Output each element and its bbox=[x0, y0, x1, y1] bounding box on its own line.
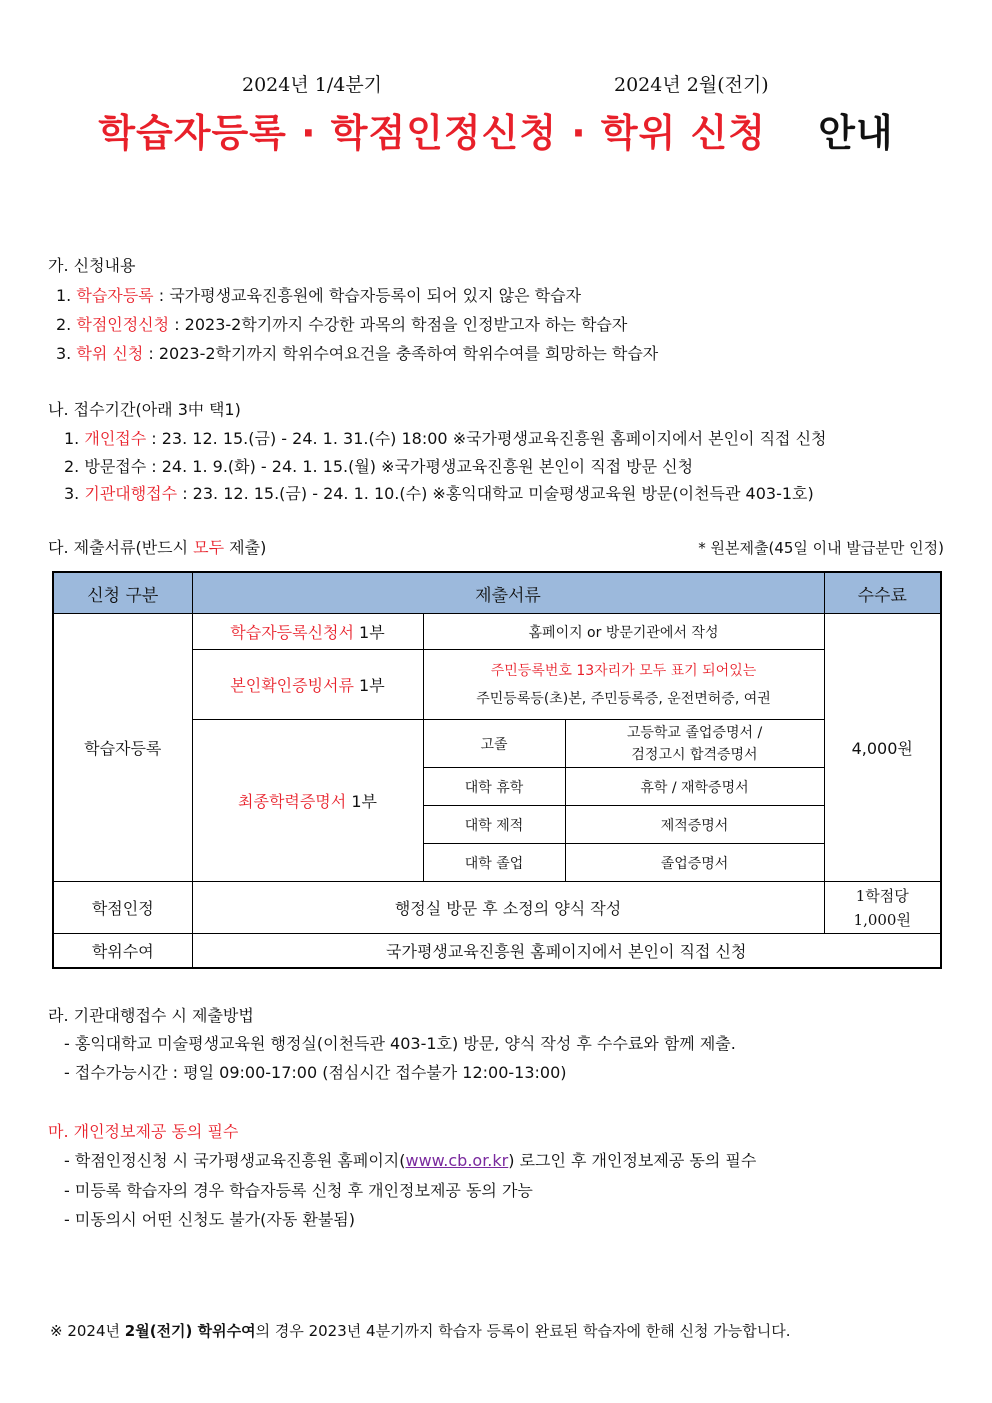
edu-doc bbox=[565, 720, 824, 768]
edu-type: 고졸 bbox=[423, 720, 565, 768]
edu-doc-line: 검정고시 합격증명서 bbox=[631, 746, 758, 763]
doc2-desc-emphasis: 주민등록번호 13자리가 모두 표기 되어있는 bbox=[490, 662, 757, 679]
edu-type: 대학 졸업 bbox=[423, 844, 565, 882]
na-item-text: : 23. 12. 15.(금) - 24. 1. 10.(수) ※홍익대학교 미술평생교육원 방문(이천득관 403-1호) bbox=[177, 484, 814, 503]
ga-item-num: 1. bbox=[56, 286, 72, 305]
doc2-desc-list: 주민등록등(초)본, 주민등록증, 운전면허증, 여권 bbox=[476, 690, 771, 707]
edu-doc: 휴학 / 재학증명서 bbox=[565, 768, 824, 806]
na-item-3 bbox=[64, 484, 814, 504]
ga-item-1 bbox=[56, 286, 581, 306]
doc3-label: 최종학력증명서 bbox=[238, 792, 347, 811]
title-main: 학습자등록 · 학점인정신청 · 학위 신청 bbox=[98, 111, 766, 155]
doc3-name bbox=[192, 720, 423, 882]
documents-table bbox=[52, 571, 942, 969]
degree-desc: 국가평생교육진흥원 홈페이지에서 본인이 직접 신청 bbox=[192, 934, 941, 968]
da-heading-emphasis: 모두 bbox=[193, 538, 225, 557]
na-item-num: 3. bbox=[64, 484, 80, 503]
reg-fee: 4,000원 bbox=[824, 614, 941, 882]
th-category: 신청 구분 bbox=[53, 572, 192, 614]
da-original-note: * 원본제출(45일 이내 발급분만 인정) bbox=[698, 539, 944, 557]
ga-item-label: 학위 신청 bbox=[76, 344, 144, 363]
credit-fee bbox=[824, 882, 941, 934]
ga-item-label: 학습자등록 bbox=[76, 286, 154, 305]
ra-item-2: - 접수가능시간 : 평일 09:00-17:00 (점심시간 접수불가 12:00-13:00) bbox=[64, 1063, 567, 1082]
footer-bold: 2월(전기) 학위수여 bbox=[124, 1322, 256, 1340]
page-title bbox=[0, 102, 992, 157]
section-na-heading: 나. 접수기간(아래 3中 택1) bbox=[48, 400, 241, 419]
ga-item-2 bbox=[56, 315, 627, 335]
na-item-label: 기관대행접수 bbox=[84, 484, 178, 503]
section-da-heading bbox=[48, 538, 266, 558]
reg-category: 학습자등록 bbox=[53, 614, 192, 882]
doc2-desc bbox=[423, 650, 824, 720]
footer-pre: ※ 2024년 bbox=[50, 1322, 125, 1340]
header-period: 2024년 2월(전기) bbox=[614, 74, 769, 96]
section-ra-heading: 라. 기관대행접수 시 제출방법 bbox=[48, 1006, 254, 1025]
na-item-label: 방문접수 bbox=[84, 457, 147, 476]
doc1-label: 학습자등록신청서 bbox=[230, 623, 354, 642]
na-item-text: : 24. 1. 9.(화) - 24. 1. 15.(월) ※국가평생교육진흥원 본인이 직접 방문 신청 bbox=[146, 457, 694, 476]
ma-item1-post: ) 로그인 후 개인정보제공 동의 필수 bbox=[508, 1151, 757, 1170]
ma-item-3: - 미동의시 어떤 신청도 불가(자동 환불됨) bbox=[64, 1210, 355, 1229]
footer-note bbox=[50, 1320, 790, 1341]
th-fee: 수수료 bbox=[824, 572, 941, 614]
ga-item-text: : 2023-2학기까지 수강한 과목의 학점을 인정받고자 하는 학습자 bbox=[169, 315, 628, 334]
doc1-count: 1부 bbox=[353, 623, 385, 642]
cb-website-link[interactable]: www.cb.or.kr bbox=[405, 1151, 509, 1170]
ga-item-text: : 2023-2학기까지 학위수여요건을 충족하여 학위수여를 희망하는 학습자 bbox=[143, 344, 659, 363]
na-item-text: : 23. 12. 15.(금) - 24. 1. 31.(수) 18:00 ※국가평생교육진흥원 홈페이지에서 본인이 직접 신청 bbox=[146, 429, 827, 448]
title-suffix: 안내 bbox=[818, 111, 894, 155]
ga-item-3 bbox=[56, 344, 658, 364]
ma-item-2: - 미등록 학습자의 경우 학습자등록 신청 후 개인정보제공 동의 가능 bbox=[64, 1181, 533, 1200]
section-ma-heading: 마. 개인정보제공 동의 필수 bbox=[48, 1122, 239, 1141]
header-quarter: 2024년 1/4분기 bbox=[242, 74, 383, 96]
na-item-num: 2. bbox=[64, 457, 80, 476]
footer-post: 의 경우 2023년 4분기까지 학습자 등록이 완료된 학습자에 한해 신청 가능합니다. bbox=[255, 1322, 791, 1340]
doc1-desc: 홈페이지 or 방문기관에서 작성 bbox=[423, 614, 824, 650]
na-item-1 bbox=[64, 429, 826, 449]
na-item-num: 1. bbox=[64, 429, 80, 448]
credit-category: 학점인정 bbox=[53, 882, 192, 934]
doc2-label: 본인확인증빙서류 bbox=[230, 676, 354, 695]
edu-type: 대학 휴학 bbox=[423, 768, 565, 806]
ga-item-num: 2. bbox=[56, 315, 72, 334]
doc2-name bbox=[192, 650, 423, 720]
ma-item-1 bbox=[64, 1151, 756, 1171]
section-ga-heading: 가. 신청내용 bbox=[48, 256, 136, 275]
doc3-count: 1부 bbox=[346, 792, 377, 811]
edu-type: 대학 제적 bbox=[423, 806, 565, 844]
na-item-2 bbox=[64, 457, 693, 477]
da-heading-pre: 다. 제출서류(반드시 bbox=[48, 538, 194, 557]
edu-doc-line: 고등학교 졸업증명서 / bbox=[626, 724, 763, 741]
ma-item1-pre: - 학점인정신청 시 국가평생교육진흥원 홈페이지( bbox=[64, 1151, 406, 1170]
ga-item-num: 3. bbox=[56, 344, 72, 363]
degree-category: 학위수여 bbox=[53, 934, 192, 968]
credit-fee-line: 1,000원 bbox=[853, 910, 911, 929]
da-heading-post: 제출) bbox=[224, 538, 267, 557]
th-documents: 제출서류 bbox=[192, 572, 824, 614]
edu-doc: 졸업증명서 bbox=[565, 844, 824, 882]
ga-item-label: 학점인정신청 bbox=[76, 315, 170, 334]
credit-desc: 행정실 방문 후 소정의 양식 작성 bbox=[192, 882, 824, 934]
ra-item-1: - 홍익대학교 미술평생교육원 행정실(이천득관 403-1호) 방문, 양식 작성 후 수수료와 함께 제출. bbox=[64, 1034, 736, 1053]
doc2-count: 1부 bbox=[353, 676, 385, 695]
credit-fee-line: 1학점당 bbox=[855, 886, 909, 905]
na-item-label: 개인접수 bbox=[84, 429, 147, 448]
doc1-name bbox=[192, 614, 423, 650]
edu-doc: 제적증명서 bbox=[565, 806, 824, 844]
ga-item-text: : 국가평생교육진흥원에 학습자등록이 되어 있지 않은 학습자 bbox=[153, 286, 582, 305]
